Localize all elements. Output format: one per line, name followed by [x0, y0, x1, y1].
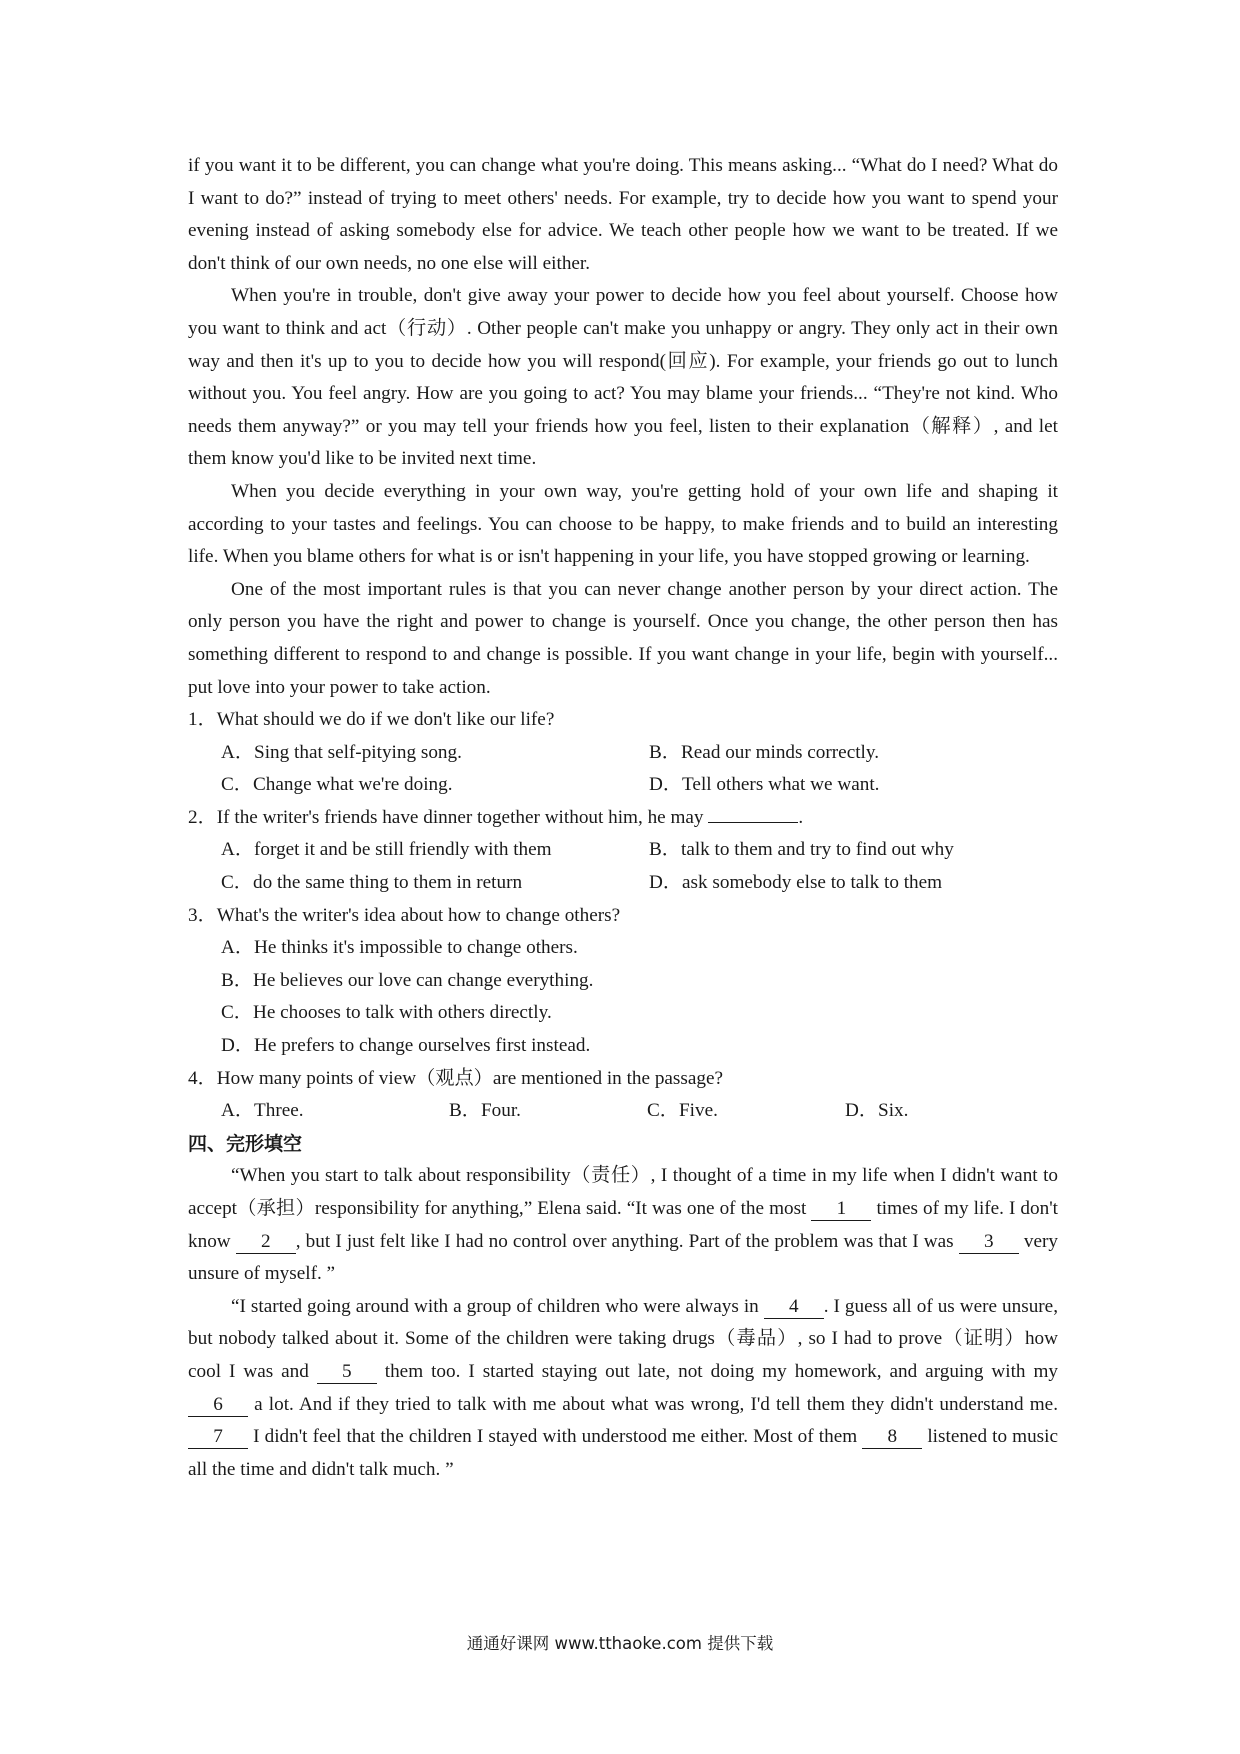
- option-3d: D．He prefers to change ourselves first instead.: [221, 1035, 591, 1057]
- cloze-text: times of my life. I don't know: [188, 1198, 1058, 1252]
- option-3c: C．He chooses to talk with others directly.: [221, 1002, 552, 1024]
- option-2a: A．forget it and be still friendly with them: [221, 839, 552, 861]
- option-1a: A．Sing that self-pitying song.: [221, 741, 462, 763]
- question-3-stem: 3．What's the writer's idea about how to change others?: [188, 904, 621, 926]
- option-1b: B．Read our minds correctly.: [649, 741, 880, 763]
- cloze-blank-7: 7: [188, 1426, 248, 1449]
- question-2: [188, 802, 1058, 835]
- page-footer: 通通好课网 www.tthaoke.com 提供下载: [466, 1634, 774, 1653]
- passage-paragraph-3: When you decide everything in your own way, you're getting hold of your own life and shaping it according to your tastes and feelings. You can choose to be happy, to make friends and to build an interesting life. When you blame others for what is or isn't happening in your life, you have stopped growing or learning.: [188, 480, 1058, 568]
- cloze-blank-3: 3: [959, 1231, 1019, 1254]
- cloze-blank-5: 5: [317, 1361, 377, 1384]
- question-1-options: [188, 737, 1058, 802]
- cloze-text: I didn't feel that the children I stayed with understood me either. Most of them: [248, 1426, 863, 1448]
- question-4-options: [188, 1095, 1058, 1128]
- option-2b: B．talk to them and try to find out why: [649, 839, 954, 861]
- cloze-text: very unsure of myself. ”: [188, 1230, 1058, 1285]
- cloze-blank-8: 8: [862, 1426, 922, 1449]
- cloze-blank-6: 6: [188, 1394, 248, 1417]
- option-1d: D．Tell others what we want.: [649, 774, 880, 796]
- question-2-options: [188, 834, 1058, 899]
- option-4c: C．Five.: [647, 1100, 718, 1122]
- cloze-text: them too. I started staying out late, not doing my homework, and arguing with my: [376, 1360, 1058, 1382]
- cloze-paragraph-2: [188, 1291, 1058, 1487]
- option-4b: B．Four.: [449, 1100, 521, 1122]
- cloze-blank-2: 2: [236, 1231, 296, 1254]
- passage-paragraph-4: One of the most important rules is that you can never change another person by your direct action. The only person you have the right and power to change is yourself. Once you change, the other person then has something different to respond to and change is possible. If you want change in your life, begin with yourself... put love into your power to take action.: [188, 578, 1058, 698]
- option-4a: A．Three.: [221, 1100, 304, 1122]
- question-1-stem: 1．What should we do if we don't like our life?: [188, 709, 555, 731]
- question-4-stem: 4．How many points of view（观点）are mentioned in the passage?: [188, 1067, 724, 1089]
- option-3b: B．He believes our love can change everything.: [221, 969, 594, 991]
- passage-paragraph-2: When you're in trouble, don't give away your power to decide how you feel about yourself. Choose how you want to think and act（行动）. Other people can't make you unhappy or angry. They only act in their own way and then it's up to you to decide how you will respond(回应). For example, your friends go out to lunch without you. You feel angry. How are you going to act? You may blame your friends... “They're not kind. Who needs them anyway?” or you may tell your friends how you feel, listen to their explanation（解释）, and let them know you'd like to be invited next time.: [188, 285, 1058, 470]
- question-2-stem: 2．If the writer's friends have dinner together without him, he may: [188, 806, 704, 828]
- cloze-text: . I guess all of us were unsure, but nobody talked about it. Some of the children were taking drugs（毒品）, so I had to prove（证明）how cool I was and: [188, 1295, 1058, 1382]
- option-1c: C．Change what we're doing.: [221, 774, 453, 796]
- section-title: 四、完形填空: [188, 1132, 303, 1155]
- option-2c: C．do the same thing to them in return: [221, 872, 523, 894]
- document-page: [188, 150, 1058, 1486]
- cloze-blank-4: 4: [764, 1296, 824, 1319]
- cloze-text: listened to music all the time and didn't talk much. ”: [188, 1426, 1059, 1480]
- cloze-paragraph-1: [188, 1160, 1058, 1290]
- cloze-text: “When you start to talk about responsibility（责任）, I thought of a time in my life when I didn't want to accept（承担）responsibility for anything,” Elena said. “It was one of the most: [188, 1165, 1058, 1219]
- option-4d: D．Six.: [845, 1100, 909, 1122]
- option-2d: D．ask somebody else to talk to them: [649, 872, 943, 894]
- passage-paragraph-1: if you want it to be different, you can change what you're doing. This means asking... “What do I need? What do I want to do?” instead of trying to meet others' needs. For example, try to decide how you want to spend your evening instead of asking somebody else for advice. We teach other people how we want to be treated. If we don't think of our own needs, no one else will either.: [188, 155, 1058, 274]
- question-2-stem-end: .: [798, 806, 804, 828]
- answer-blank: [708, 804, 798, 823]
- question-3-options: [188, 932, 1058, 1062]
- cloze-text: a lot. And if they tried to talk with me about what was wrong, I'd tell them they didn't understand me.: [248, 1393, 1058, 1415]
- cloze-blank-1: 1: [811, 1198, 871, 1221]
- option-3a: A．He thinks it's impossible to change others.: [221, 937, 578, 959]
- cloze-text: “I started going around with a group of children who were always in: [231, 1295, 764, 1317]
- cloze-text: , but I just felt like I had no control over anything. Part of the problem was that I was: [295, 1230, 959, 1252]
